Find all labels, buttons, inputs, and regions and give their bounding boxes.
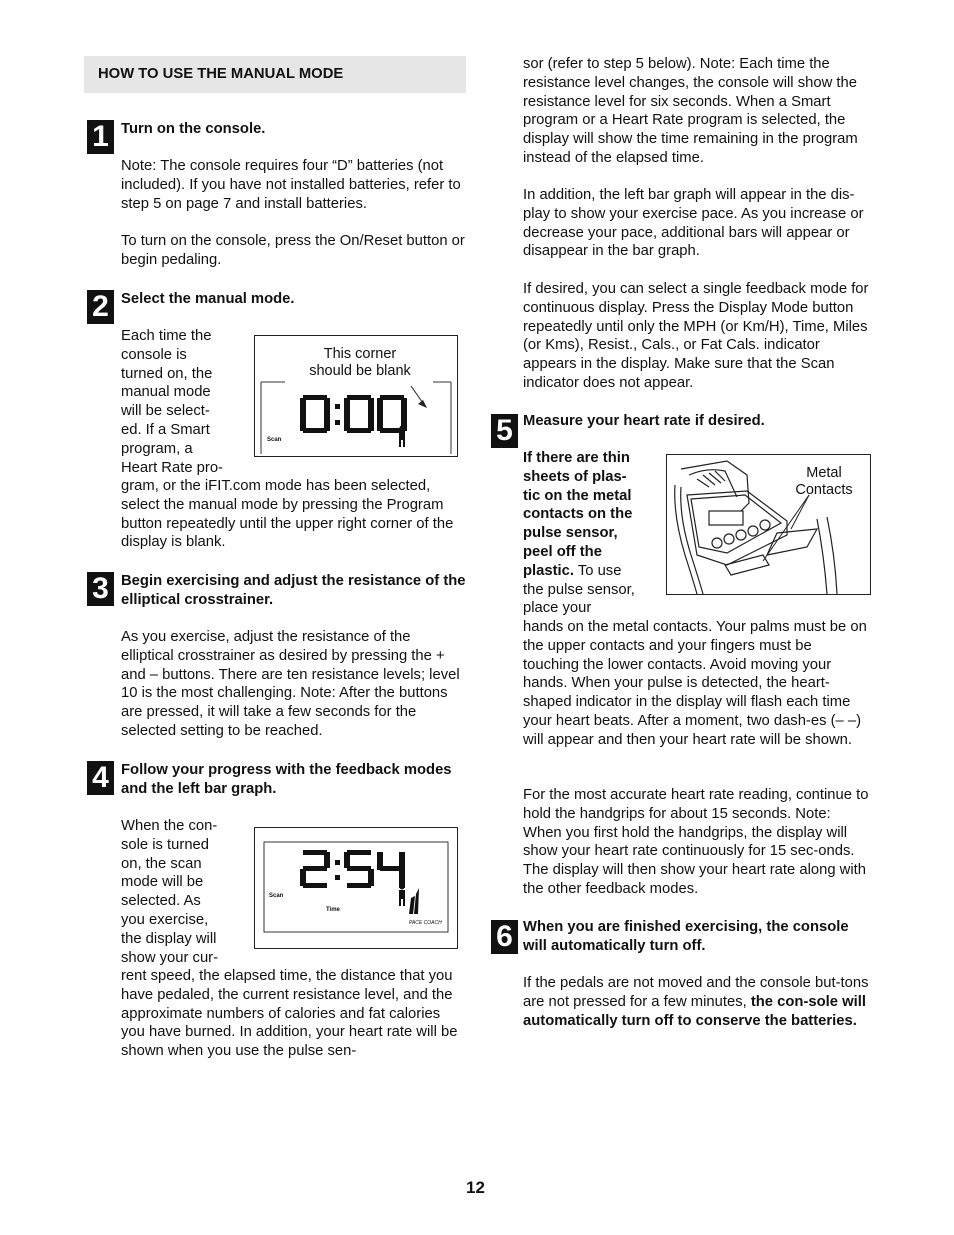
step-5-heading: Measure your heart rate if desired.	[523, 413, 765, 429]
bold-text: plastic.	[523, 562, 574, 579]
step-number-4: 4	[87, 761, 114, 795]
caption-line: This corner	[323, 346, 397, 362]
step-2-paragraph: gram, or the iFIT.com mode has been selected, select the manual mode by pressing the Program button repeatedly until the upper right corner of the display is blank.	[121, 478, 454, 551]
step-number-3: 3	[87, 572, 114, 606]
plain-text: To use	[574, 562, 622, 579]
continued-paragraph-3: If desired, you can select a single feedback mode for continuous display. Press the Display Mode button repeatedly until only the MPH (or Km/H), Time, Miles (or Kms), Resist., Cals., or Fat Cals. indicator appears in the display. Make sure that the Scan indicator does not appear.	[523, 281, 869, 391]
step-1-paragraph-2: To turn on the console, press the On/Reset button or begin pedaling.	[121, 233, 465, 268]
scan-indicator: Scan	[269, 893, 284, 899]
text-line: on, the scan	[121, 855, 202, 872]
section-title: HOW TO USE THE MANUAL MODE	[98, 66, 344, 82]
text-line: program, a	[121, 440, 193, 457]
text-line: mode will be	[121, 874, 204, 891]
scan-indicator: Scan	[267, 437, 282, 443]
text-line: ed. If a Smart	[121, 421, 210, 438]
bar-graph-icon	[409, 888, 419, 914]
continued-paragraph-1: sor (refer to step 5 below). Note: Each time the resistance level changes, the console will show the resistance level for six seconds. When a Smart program or a Heart Rate program is selected, the display will show the time remaining in the program instead of the elapsed time.	[523, 56, 858, 166]
text-line: console is	[121, 346, 187, 363]
figure-caption	[787, 465, 861, 499]
continued-paragraph-2: In addition, the left bar graph will appear in the dis-play to show your exercise pace. As you increase or decrease your pace, additional bars will appear or disappear in the bar graph.	[523, 187, 864, 260]
text-line: show your cur-	[121, 949, 219, 966]
pace-coach-indicator: PACE COACH	[409, 920, 442, 926]
lcd-figure-feedback	[254, 827, 458, 949]
text-line: If there are thin	[523, 450, 630, 466]
step-5-paragraph-1: hands on the metal contacts. Your palms must be on the upper contacts and your fingers must be touching the lower contacts. Avoid moving your hands. When your pulse is detected, the heart-shaped indicator in the display will flash each time your heart beats. After a moment, two dash-es (– –) will appear and then your heart rate will be shown.	[523, 619, 867, 748]
step-number-2: 2	[87, 290, 114, 324]
step-6-heading: When you are finished exercising, the console will automatically turn off.	[523, 919, 849, 954]
plain-text: If the pedals are not moved and the console but-tons are not pressed for a few minutes,	[523, 975, 869, 1010]
text-line: tic on the metal	[523, 487, 632, 504]
text-line: turned on, the	[121, 365, 213, 382]
text-line	[523, 562, 663, 581]
caption-line: Contacts	[795, 482, 853, 498]
text-line: will be select-	[121, 403, 210, 420]
step-1-paragraph-1: Note: The console requires four “D” batteries (not included). If you have not installed batteries, refer to step 5 on page 7 and install batteries.	[121, 158, 461, 212]
step-2-wrap-text	[121, 327, 251, 477]
text-line: sole is turned	[121, 836, 210, 853]
step-number-6: 6	[491, 920, 518, 954]
text-line: manual mode	[121, 384, 211, 401]
text-line: the display will	[121, 930, 217, 947]
step-5-paragraph-2: For the most accurate heart rate reading, continue to hold the handgrips for about 15 seconds. Note: When you first hold the handgrips, the display will show your heart rate continuously for 15 sec-onds. The display will then show your heart rate along with the other feedback modes.	[523, 787, 869, 897]
text-line: Each time the	[121, 328, 212, 344]
text-line: peel off the	[523, 543, 602, 560]
section-header	[84, 56, 466, 93]
step-3-heading: Begin exercising and adjust the resistance of the elliptical crosstrainer.	[121, 573, 466, 608]
caption-line: Metal	[806, 465, 842, 481]
step-number-1: 1	[87, 120, 114, 154]
text-line: you exercise,	[121, 911, 209, 928]
step-2-heading: Select the manual mode.	[121, 291, 295, 307]
lcd-graphic	[255, 336, 457, 456]
step-6-paragraph	[523, 974, 871, 1030]
time-indicator: Time	[326, 907, 340, 913]
lcd-figure-blank-corner	[254, 335, 458, 457]
step-4-heading: Follow your progress with the feedback modes and the left bar graph.	[121, 762, 452, 797]
step-1-heading: Turn on the console.	[121, 121, 266, 137]
text-line: Heart Rate pro-	[121, 459, 223, 476]
bold-text: the con-sole will automatically turn off to conserve the batteries.	[523, 993, 866, 1029]
step-3-paragraph: As you exercise, adjust the resistance of the elliptical crosstrainer as desired by pressing the + and – buttons. There are ten resistance levels; level 10 is the most challenging. Note: After the buttons are pressed, it will take a few seconds for the selected setting to be reached.	[121, 629, 460, 739]
console-illustration	[666, 454, 871, 595]
text-line: When the con-	[121, 818, 218, 834]
step-4-wrap-text	[121, 817, 251, 967]
page-number: 12	[466, 1178, 485, 1197]
step-5-wrap-text	[523, 449, 663, 618]
step-number-5: 5	[491, 414, 518, 448]
text-line: sheets of plas-	[523, 468, 627, 485]
step-4-paragraph: rent speed, the elapsed time, the distance that you have pedaled, the current resistance level, and the approximate numbers of calories and fat calories you have burned. In addition, your heart rate will be shown when you use the pulse sen-	[121, 968, 458, 1060]
text-line: place your	[523, 600, 592, 617]
text-line: selected. As	[121, 893, 201, 910]
text-line: the pulse sensor,	[523, 581, 635, 598]
text-line: pulse sensor,	[523, 525, 618, 542]
person-icon	[399, 426, 405, 448]
text-line: contacts on the	[523, 506, 633, 523]
person-icon	[399, 885, 405, 907]
lcd-graphic	[255, 828, 457, 948]
caption-line: should be blank	[309, 363, 411, 379]
